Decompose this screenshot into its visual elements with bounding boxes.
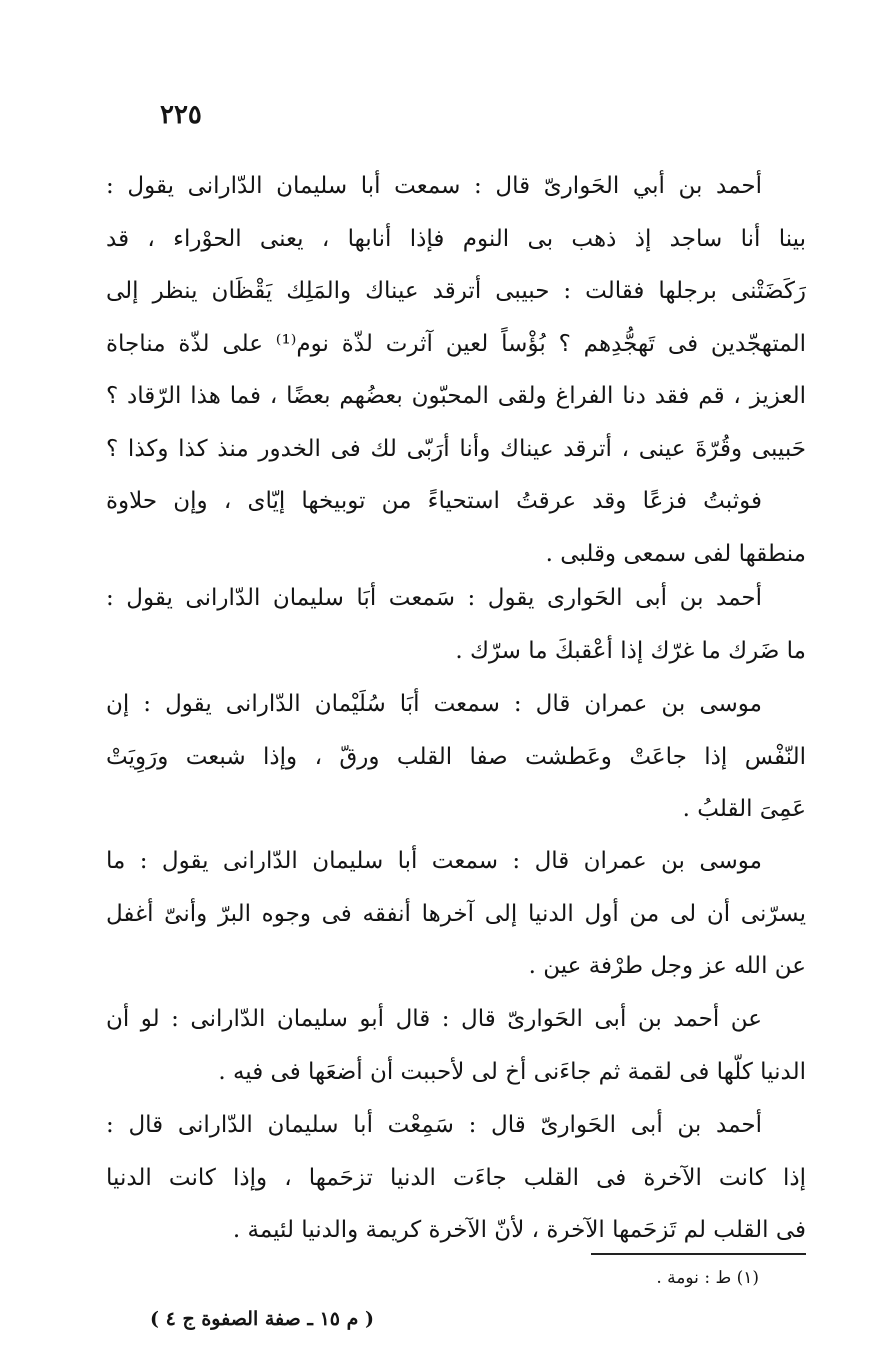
page-number: ٢٢٥ bbox=[160, 100, 202, 130]
text-line: رَكَضَتْنى برجلها فقالت : حبيبى أترقد عيناك والمَلِك يَقْظَان ينظر إلى bbox=[106, 278, 806, 304]
signature-mark: ( م ١٥ ـ صفة الصفوة ج ٤ ) bbox=[150, 1308, 374, 1330]
text-line: عَمِىَ القلبُ . bbox=[682, 796, 806, 822]
text-line: موسى بن عمران قال : سمعت أبا سليمان الدّارانى يقول : ما bbox=[106, 848, 762, 874]
paragraph-1 bbox=[106, 160, 806, 580]
footnote-divider bbox=[591, 1253, 806, 1255]
text-line: الدنيا كلّها فى لقمة ثم جاءَنى أخ لى لأحببت أن أضعَها فى فيه . bbox=[218, 1058, 806, 1085]
paragraph-2 bbox=[106, 572, 806, 677]
text-line: النّفْس إذا جاعَتْ وعَطشت صفا القلب ورقّ ، وإذا شبعت ورَوِيَتْ bbox=[106, 743, 806, 770]
text-line: فى القلب لم تَزحَمها الآخرة ، لأنّ الآخرة كريمة والدنيا لئيمة . bbox=[232, 1217, 806, 1243]
text-line: منطقها لفى سمعى وقلبى . bbox=[545, 540, 806, 567]
text-line: فوثبتُ فزعًا وقد عرقتُ استحياءً من توبيخها إيّاى ، وإن حلاوة bbox=[106, 488, 762, 514]
text-line: ما ضَرك ما غرّك إذا أعْقبكَ ما سرّك . bbox=[455, 637, 806, 664]
text-line: يسرّنى أن لى من أول الدنيا إلى آخرها أنفقه فى وجوه البرّ وأنىّ أغفل bbox=[106, 900, 806, 927]
paragraph-6 bbox=[106, 1099, 806, 1257]
text-line: حَبيبى وقُرّةَ عينى ، أترقد عيناك وأنا أرَبّى لك فى الخدور منذ كذا وكذا ؟ bbox=[106, 435, 806, 462]
paragraph-4 bbox=[106, 835, 806, 993]
paragraph-3 bbox=[106, 678, 806, 836]
text-line: أحمد بن أبى الحَوارىّ قال : سَمِعْت أبا سليمان الدّارانى قال : bbox=[106, 1112, 762, 1138]
text-line: بينا أنا ساجد إذ ذهب بى النوم فإذا أنابها ، يعنى الحوْراء ، قد bbox=[106, 225, 806, 252]
text-line: موسى بن عمران قال : سمعت أبَا سُلَيْمان الدّارانى يقول : إن bbox=[106, 691, 762, 717]
text-line: عن أحمد بن أبى الحَوارىّ قال : قال أبو سليمان الدّارانى : لو أن bbox=[106, 1006, 762, 1032]
text-line: أحمد بن أبي الحَوارىّ قال : سمعت أبا سليمان الدّارانى يقول : bbox=[106, 173, 762, 199]
text-line: العزيز ، قم فقد دنا الفراغ ولقى المحبّون بعضُهم بعضًا ، فما هذا الرّقاد ؟ bbox=[106, 383, 806, 409]
text-line: إذا كانت الآخرة فى القلب جاءَت الدنيا تزحَمها ، وإذا كانت الدنيا bbox=[106, 1164, 806, 1191]
paragraph-5 bbox=[106, 993, 806, 1098]
text-line: عن الله عز وجل طرْفة عين . bbox=[528, 953, 806, 979]
text-line: أحمد بن أبى الحَوارى يقول : سَمعت أبَا سليمان الدّارانى يقول : bbox=[106, 585, 762, 611]
footnote: (١) ط : نومة . bbox=[656, 1268, 759, 1288]
text-line: المتهجّدين فى تَهجُّدِهم ؟ بُؤْساً لعين آثرت لذّة نوم⁽¹⁾ على لذّة مناجاة bbox=[106, 330, 806, 357]
